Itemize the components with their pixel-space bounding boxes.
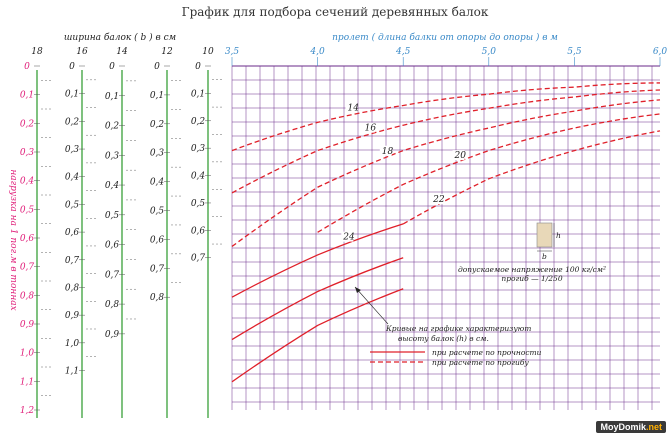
- width-axis-label: ширина балок ( b ) в см: [63, 33, 177, 43]
- load-tick-label: 0,2: [190, 116, 206, 127]
- load-tick-label: 0,1: [64, 89, 80, 100]
- load-tick-label: 0,6: [19, 234, 35, 244]
- legend: [355, 287, 542, 367]
- curve-label: 14: [347, 103, 360, 114]
- load-tick-label: 0,7: [19, 262, 35, 273]
- load-tick-label: 0,7: [64, 255, 80, 266]
- width-header: 18: [31, 47, 43, 57]
- x-tick-label: 6,0: [652, 47, 668, 57]
- load-tick-label: 0,5: [19, 205, 35, 216]
- load-tick-label: 0,4: [19, 176, 35, 187]
- x-ticks: [225, 47, 668, 66]
- load-tick-label: 0,3: [149, 148, 165, 159]
- load-tick-label: 0: [69, 62, 75, 72]
- load-tick-label: 0,6: [64, 228, 80, 239]
- load-tick-label: 0,6: [149, 235, 165, 246]
- legend-pointer: [355, 287, 388, 324]
- b-label: b: [542, 252, 547, 261]
- load-tick-label: 0,3: [190, 144, 206, 155]
- load-tick-label: 0,2: [104, 121, 120, 132]
- legend-note-line1: Кривые на графике характеризуют: [386, 324, 532, 333]
- load-tick-label: 0,4: [190, 171, 206, 182]
- load-tick-label: 0,2: [149, 119, 165, 130]
- width-header: 10: [202, 47, 214, 57]
- load-tick-label: 0: [154, 62, 160, 72]
- load-tick-label: 0,7: [104, 270, 120, 281]
- load-tick-label: 0,3: [64, 145, 80, 156]
- curve-unlabeled-strength: [232, 289, 403, 382]
- x-tick-label: 5,0: [481, 47, 496, 57]
- width-header: 12: [161, 47, 173, 57]
- x-tick-label: 4,5: [396, 47, 411, 57]
- watermark-main: MoyDomik: [600, 422, 646, 432]
- load-tick-label: 0,8: [64, 283, 80, 294]
- beam-section-icon: [537, 223, 552, 247]
- x-tick-label: 5,5: [567, 47, 582, 57]
- load-tick-label: 0,2: [19, 119, 35, 130]
- legend-deflection-label: при расчете по прогибу: [432, 358, 529, 367]
- load-tick-label: 0,1: [19, 90, 35, 101]
- load-tick-label: 0,9: [64, 311, 80, 322]
- load-tick-label: 0,9: [19, 320, 35, 330]
- load-tick-label: 1,0: [19, 348, 35, 359]
- legend-note-line2: высоту балок (h) в см.: [398, 334, 489, 343]
- span-axis-label: пролет ( длина балки от опоры до опоры ) в м: [332, 33, 558, 43]
- load-tick-label: 0,6: [190, 226, 206, 237]
- load-tick-label: 0,7: [190, 253, 206, 264]
- deflection-note: прогиб — 1/250: [501, 274, 563, 283]
- load-tick-label: 0,6: [104, 240, 120, 251]
- load-tick-label: 0,1: [149, 90, 165, 101]
- load-tick-label: 0,9: [104, 329, 120, 340]
- site-watermark: [596, 421, 666, 433]
- load-tick-label: 0,1: [104, 91, 120, 102]
- width-columns: [20, 47, 222, 418]
- load-tick-label: 0,8: [149, 293, 165, 304]
- load-tick-label: 0,8: [19, 291, 35, 302]
- load-tick-label: 0: [195, 62, 201, 72]
- h-label: h: [556, 231, 561, 240]
- x-tick-label: 4,0: [310, 47, 325, 57]
- load-tick-label: 0,7: [149, 264, 165, 275]
- load-tick-label: 0,4: [64, 172, 80, 183]
- curve-label: 20: [454, 151, 467, 162]
- x-tick-label: 3,5: [224, 47, 240, 57]
- watermark-suffix: .net: [645, 422, 662, 432]
- load-tick-label: 1,0: [64, 338, 80, 349]
- curve-label: 22: [433, 195, 445, 206]
- load-tick-label: 1,1: [64, 366, 80, 377]
- chart-title: График для подбора сечений деревянных балок: [181, 5, 489, 19]
- load-tick-label: 0,3: [104, 151, 120, 162]
- load-tick-label: 0: [24, 62, 30, 72]
- load-tick-label: 0,5: [149, 206, 165, 217]
- load-tick-label: 0,2: [64, 117, 80, 128]
- load-tick-label: 1,2: [19, 406, 35, 416]
- legend-strength-label: при расчете по прочности: [432, 348, 542, 357]
- curve-label: 16: [364, 123, 377, 134]
- y-axis-label: нагрузка на 1 пог.м в тоннах: [8, 169, 18, 311]
- width-header: 16: [76, 47, 88, 57]
- curve-24-strength: [232, 224, 403, 297]
- load-tick-label: 0: [109, 62, 115, 72]
- load-tick-label: 0,5: [64, 200, 80, 211]
- beam-section-diagram: [458, 223, 606, 283]
- load-tick-label: 0,3: [19, 148, 35, 158]
- load-tick-label: 0,5: [104, 210, 120, 221]
- load-tick-label: 0,4: [104, 181, 120, 192]
- width-header: 14: [116, 47, 128, 57]
- load-tick-label: 1,1: [19, 377, 35, 388]
- curve-label: 24: [343, 232, 355, 243]
- curve-22-deflection: [403, 131, 660, 224]
- curve-label: 18: [381, 146, 394, 157]
- load-tick-label: 0,4: [149, 177, 165, 188]
- load-tick-label: 0,1: [190, 89, 206, 100]
- load-tick-label: 0,5: [190, 198, 206, 209]
- load-tick-label: 0,8: [104, 300, 120, 311]
- stress-note: допускаемое напряжение 100 кг/см²: [457, 265, 607, 274]
